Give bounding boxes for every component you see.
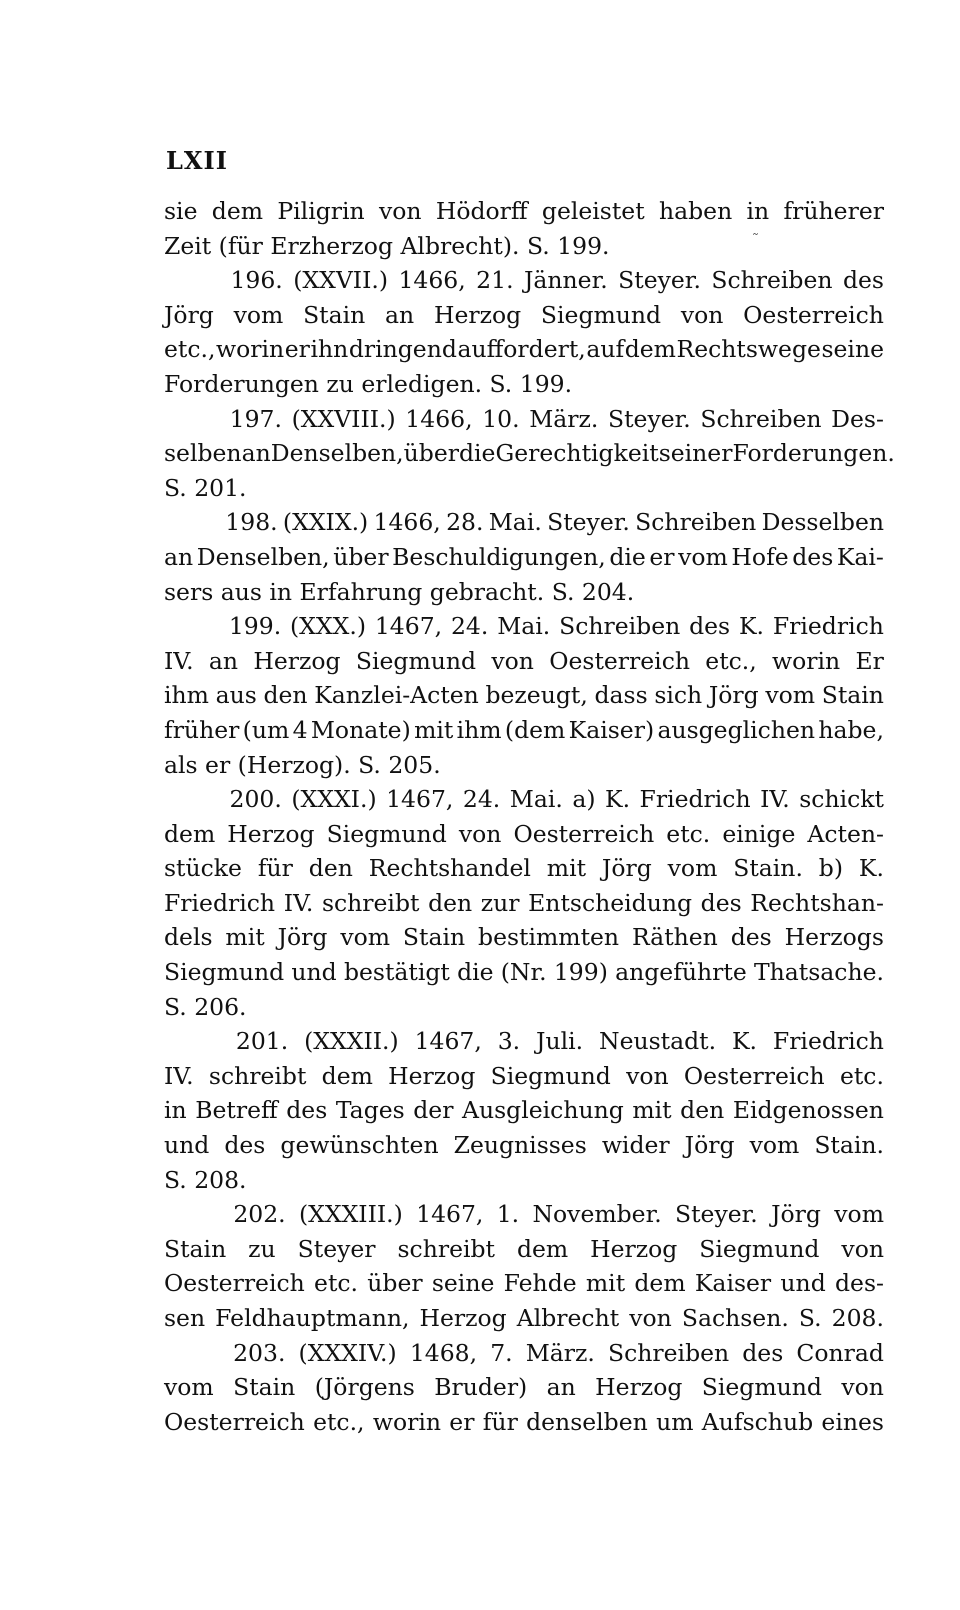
text-line: früher (um 4 Monate) mit ihm (dem Kaiser) ausgeglichen habe, xyxy=(164,715,884,744)
print-speck: ˜ xyxy=(752,232,759,248)
body-text xyxy=(164,194,895,1439)
text-line: stücke für den Rechtshandel mit Jörg vom Stain. b) K. xyxy=(164,854,884,883)
text-line: IV. schreibt dem Herzog Siegmund von Oesterreich etc. xyxy=(164,1061,884,1090)
text-line xyxy=(164,367,884,402)
text-line xyxy=(164,471,884,506)
text-line: Oesterreich etc., worin er für denselben um Aufschub eines xyxy=(164,1407,884,1436)
text-line: sen Feldhauptmann, Herzog Albrecht von Sachsen. S. 208. xyxy=(164,1304,884,1332)
text-line: etc., worin er ihn dringend auffordert, auf dem Rechtswege seine xyxy=(164,335,884,364)
text-line xyxy=(164,990,884,1025)
text-line: dem Herzog Siegmund von Oesterreich etc. einige Acten- xyxy=(164,819,884,848)
text-line: IV. an Herzog Siegmund von Oesterreich etc., worin Er xyxy=(164,646,884,675)
line-text: sers aus in Erfahrung gebracht. S. 204. xyxy=(164,577,635,606)
line-text: Forderungen zu erledigen. S. 199. xyxy=(164,369,573,398)
page-number: LXII xyxy=(166,146,228,175)
text-line: Friedrich IV. schreibt den zur Entscheidung des Rechtshan- xyxy=(164,888,884,917)
text-line: an Denselben, über Beschuldigungen, die er vom Hofe des Kai- xyxy=(164,542,884,571)
text-line xyxy=(164,748,884,783)
text-line xyxy=(164,1163,884,1198)
text-line: und des gewünschten Zeugnisses wider Jörg vom Stain. xyxy=(164,1131,884,1160)
text-line: 200. (XXXI.) 1467, 24. Mai. a) K. Friedrich IV. schickt xyxy=(229,785,884,814)
line-text: Zeit (für Erzherzog Albrecht). S. 199. xyxy=(164,231,610,260)
text-line: Stain zu Steyer schreibt dem Herzog Siegmund von xyxy=(164,1234,884,1263)
text-line: Siegmund und bestätigt die (Nr. 199) angeführte Thatsache. xyxy=(164,958,884,987)
text-line: 197. (XXVIII.) 1466, 10. März. Steyer. Schreiben Des- xyxy=(229,404,884,433)
text-line: 196. (XXVII.) 1466, 21. Jänner. Steyer. Schreiben des xyxy=(230,266,884,295)
text-line: Oesterreich etc. über seine Fehde mit dem Kaiser und des- xyxy=(164,1269,884,1298)
line-text: S. 206. xyxy=(164,992,247,1021)
text-line: vom Stain (Jörgens Bruder) an Herzog Siegmund von xyxy=(164,1373,884,1402)
text-line xyxy=(164,229,884,264)
text-line: 201. (XXXII.) 1467, 3. Juli. Neustadt. K. Friedrich xyxy=(235,1027,884,1056)
line-text: S. 208. xyxy=(164,1165,247,1194)
text-line: Jörg vom Stain an Herzog Siegmund von Oesterreich xyxy=(164,300,884,329)
text-line: in Betreff des Tages der Ausgleichung mit den Eidgenossen xyxy=(164,1096,884,1125)
text-line: dels mit Jörg vom Stain bestimmten Räthen des Herzogs xyxy=(164,923,884,952)
line-text: als er (Herzog). S. 205. xyxy=(164,750,441,779)
line-text: S. 201. xyxy=(164,473,247,502)
text-line xyxy=(164,575,884,610)
text-line: selben an Denselben, über die Gerechtigkeit seiner Forderungen. xyxy=(164,439,895,468)
text-line: 199. (XXX.) 1467, 24. Mai. Schreiben des K. Friedrich xyxy=(228,612,884,641)
text-line: ihm aus den Kanzlei-Acten bezeugt, dass sich Jörg vom Stain xyxy=(164,681,884,710)
text-line: 198. (XXIX.) 1466, 28. Mai. Steyer. Schreiben Desselben xyxy=(225,508,884,537)
text-line: 203. (XXXIV.) 1468, 7. März. Schreiben des Conrad xyxy=(233,1338,884,1367)
text-line: 202. (XXXIII.) 1467, 1. November. Steyer. Jörg vom xyxy=(233,1200,884,1229)
text-line: sie dem Piligrin von Hödorff geleistet haben in früherer xyxy=(164,197,884,225)
